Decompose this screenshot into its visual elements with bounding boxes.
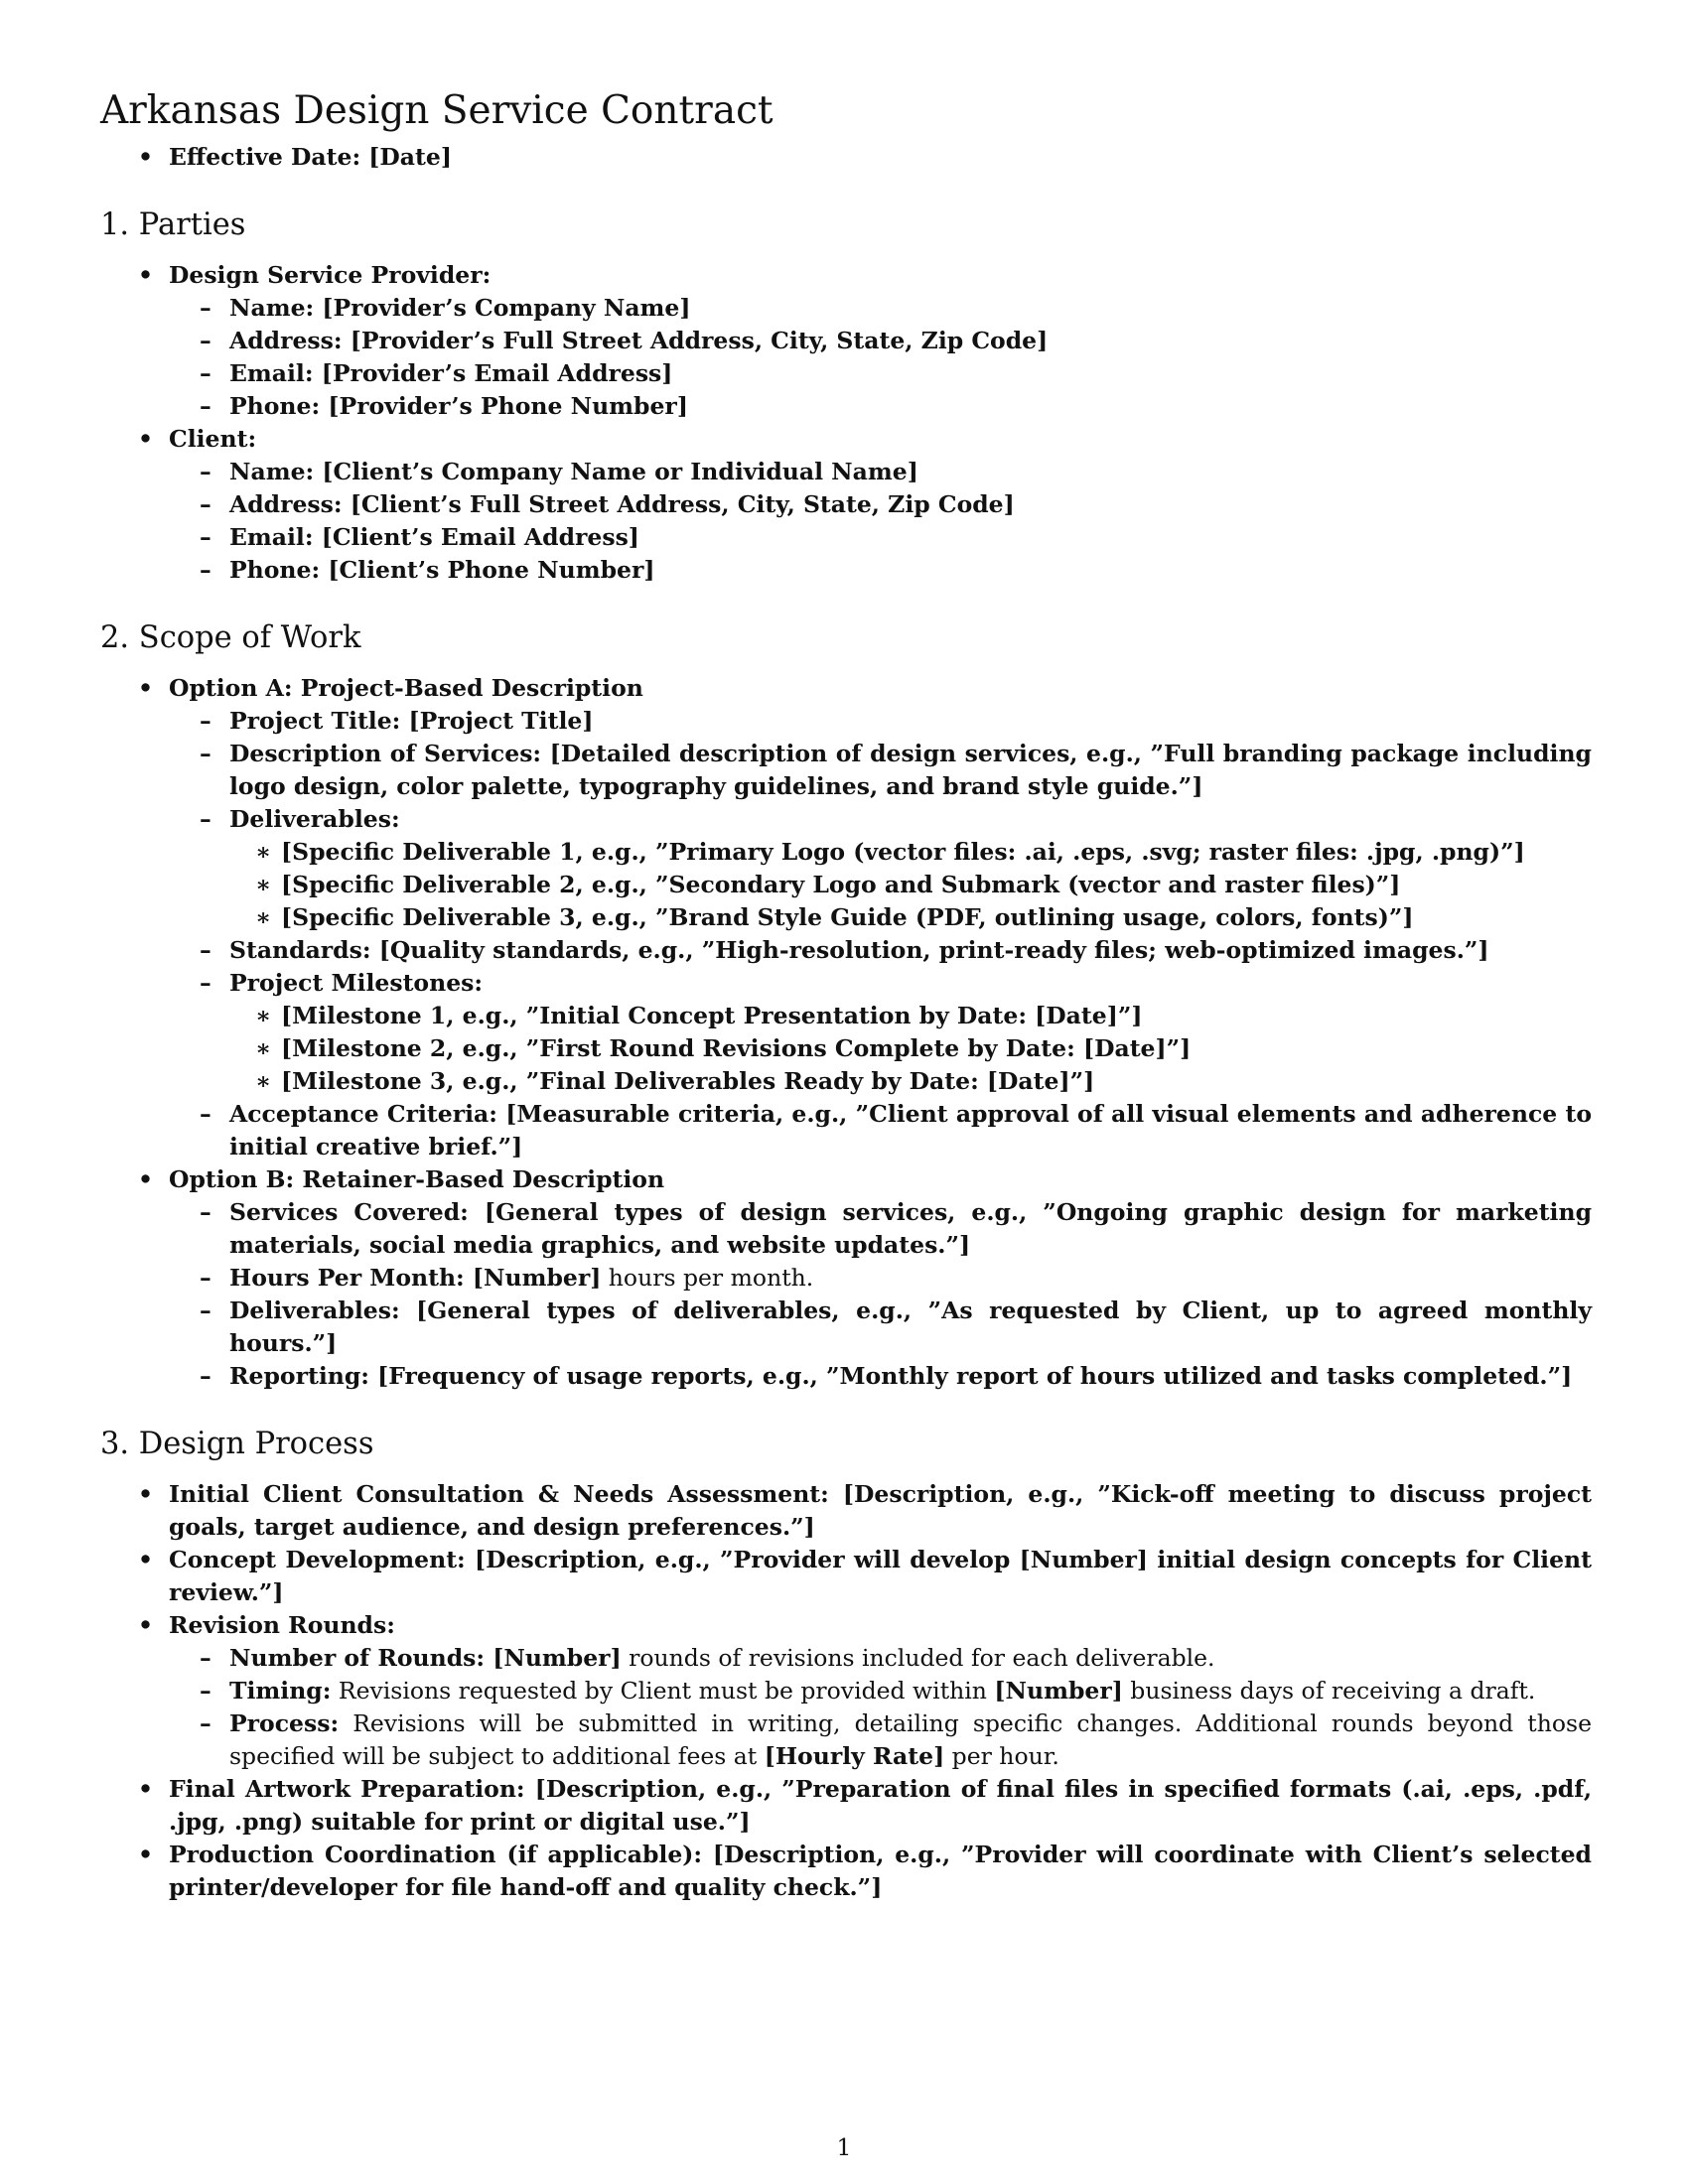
list-item: – Address: [Provider’s Full Street Address, City, State, Zip Code] [200,327,1049,354]
list-item: – Name: [Client’s Company Name or Individual Name] [200,458,918,485]
list-item: ∗ [Specific Deliverable 3, e.g., ”Brand Style Guide (PDF, outlining usage, colors, fonts)”] [255,903,1414,931]
document-title: Arkansas Design Service Contract [100,88,774,133]
list-item: – Email: [Provider’s Email Address] [200,359,673,387]
page-number: 1 [836,2133,852,2161]
bullet-marker: • [138,143,154,171]
list-item: ∗ [Milestone 3, e.g., ”Final Deliverables Ready by Date: [Date]”] [255,1067,1095,1095]
client-item: • Client: – Name: [Client’s Company Name or Individual Name] – Address: [Client’s Full Street Address, City, State, Zip Code] – Email: [Client’s Email Address] – Phone: [Client’s Phone Number] [100,423,1592,587]
list-item: – Phone: [Provider’s Phone Number] [200,392,688,420]
list-item: – Acceptance Criteria: [Measurable criteria, e.g., ”Client approval of all visual elements and adherence to initial creative brief.”] [200,1100,1592,1160]
list-item: – Project Milestones: ∗ [Milestone 1, e.g., ”Initial Concept Presentation by Date: [Date]”] ∗ [Milestone 2, e.g., ”First Round Revisions Complete by Date: [Date]”] ∗ [Milestone 3, e.g., ”Final Deliverables Ready by Date: [Date]”] [169,967,1592,1098]
consultation-item: • Initial Client Consultation & Needs Assessment: [Description, e.g., ”Kick-off meeting to discuss project goals, target audience, and design preferences.”] [138,1480,1592,1541]
list-item: – Email: [Client’s Email Address] [200,523,639,551]
production-item: • Production Coordination (if applicable): [Description, e.g., ”Provider will coordinate with Client’s selected printer/developer for file hand-off and quality check.”] [138,1841,1592,1901]
concept-item: • Concept Development: [Description, e.g., ”Provider will develop [Number] initial design concepts for Client review.”] [138,1546,1592,1606]
milestones-list [229,1000,1592,1098]
list-item: – Address: [Client’s Full Street Address, City, State, Zip Code] [200,490,1015,518]
effective-date-item: • Effective Date: [Date] [100,141,1592,174]
option-a-item: • Option A: Project-Based Description – Project Title: [Project Title] – Description of Services: [Detailed description of design services, e.g., ”Full branding package including logo design, color palette, typography guidelines, and brand style guide.”] – Deliverables: ∗ [Specific Deliverable 1, e.g., ”Primary Logo (vector files: .ai, .eps, .svg; raster files: .jpg, .png)”] ∗ [Specific Deliverable 2, e.g., ”Secondary Logo and Submark (vector and raster files)”] ∗ [Specific Deliverable 3, e.g., ”Brand Style Guide (PDF, outlining usage, colors, fonts)”] – Standards: [Quality standards, e.g., ”High-resolution, print-ready files; web-optimized images.”] – Project Milestones: ∗ [Milestone 1, e.g., ”Initial Concept Presentation by Date: [Date]”] ∗ [Milestone 2, e.g., ”First Round Revisions Complete by Date: [Date]”] ∗ [Milestone 3, e.g., ”Final Deliverables Ready by Date: [Date]”] – Acceptance Criteria: [Measurable criteria, e.g., ”Client approval of all visual elements and adherence to initial creative brief.”] [100,672,1592,1163]
provider-item: • Design Service Provider: – Name: [Provider’s Company Name] – Address: [Provider’s Full Street Address, City, State, Zip Code] – Email: [Provider’s Email Address] – Phone: [Provider’s Phone Number] [100,259,1592,423]
revisions-item: • Revision Rounds: – Number of Rounds: [Number] rounds of revisions included for each deliverable. – Timing: Revisions requested by Client must be provided within [Number] business days of receiving a draft. – Process: Revisions will be submitted in writing, detailing specific changes. Additional rounds beyond those specified will be subject to additional fees at [Hourly Rate] per hour. [100,1609,1592,1773]
list-item: – Deliverables: [General types of deliverables, e.g., ”As requested by Client, up to agreed monthly hours.”] [200,1297,1592,1357]
header-list [100,141,1592,174]
client-details [108,456,1592,587]
section-heading-process: 3. Design Process [100,1427,374,1461]
list-item: – Hours Per Month: [Number] hours per month. [200,1264,814,1292]
list-item: – Description of Services: [Detailed description of design services, e.g., ”Full branding package including logo design, color palette, typography guidelines, and brand style guide.”] [200,740,1592,800]
list-item: – Reporting: [Frequency of usage reports, e.g., ”Monthly report of hours utilized and tasks completed.”] [200,1362,1573,1390]
list-item: – Name: [Provider’s Company Name] [200,294,691,322]
list-item: – Deliverables: ∗ [Specific Deliverable 1, e.g., ”Primary Logo (vector files: .ai, .eps, .svg; raster files: .jpg, .png)”] ∗ [Specific Deliverable 2, e.g., ”Secondary Logo and Submark (vector and raster files)”] ∗ [Specific Deliverable 3, e.g., ”Brand Style Guide (PDF, outlining usage, colors, fonts)”] [169,803,1592,934]
deliverables-list [229,836,1592,934]
list-item: – Timing: Revisions requested by Client must be provided within [Number] business days of receiving a draft. [200,1677,1536,1705]
provider-details [108,292,1592,423]
section-process [100,1425,1592,1904]
list-item: ∗ [Specific Deliverable 2, e.g., ”Secondary Logo and Submark (vector and raster files)”] [255,871,1401,898]
section-heading-scope: 2. Scope of Work [100,620,361,655]
section-heading-parties: 1. Parties [100,207,246,242]
list-item: – Process: Revisions will be submitted in writing, detailing specific changes. Additional rounds beyond those specified will be subject to additional fees at [Hourly Rate] per hour. [200,1709,1592,1770]
list-item: – Number of Rounds: [Number] rounds of revisions included for each deliverable. [200,1644,1215,1672]
final-artwork-item: • Final Artwork Preparation: [Description, e.g., ”Preparation of final files in specified formats (.ai, .eps, .pdf, .jpg, .png) suitable for print or digital use.”] [138,1775,1592,1836]
list-item: ∗ [Milestone 1, e.g., ”Initial Concept Presentation by Date: [Date]”] [255,1002,1143,1029]
list-item: – Phone: [Client’s Phone Number] [200,556,655,584]
list-item: – Project Title: [Project Title] [200,707,594,735]
list-item: ∗ [Milestone 2, e.g., ”First Round Revisions Complete by Date: [Date]”] [255,1034,1192,1062]
list-item: – Standards: [Quality standards, e.g., ”High-resolution, print-ready files; web-optimized images.”] [200,936,1489,964]
option-b-item: • Option B: Retainer-Based Description – Services Covered: [General types of design services, e.g., ”Ongoing graphic design for marketing materials, social media graphics, and website updates.”] – Hours Per Month: [Number] hours per month. – Deliverables: [General types of deliverables, e.g., ”As requested by Client, up to agreed monthly hours.”] – Reporting: [Frequency of usage reports, e.g., ”Monthly report of hours utilized and tasks completed.”] [100,1163,1592,1393]
section-scope [100,618,1592,1393]
contract-page [100,87,1592,1904]
section-parties [100,205,1592,587]
list-item: ∗ [Specific Deliverable 1, e.g., ”Primary Logo (vector files: .ai, .eps, .svg; raster files: .jpg, .png)”] [255,838,1525,866]
list-item: – Services Covered: [General types of design services, e.g., ”Ongoing graphic design for marketing materials, social media graphics, and website updates.”] [200,1198,1592,1259]
